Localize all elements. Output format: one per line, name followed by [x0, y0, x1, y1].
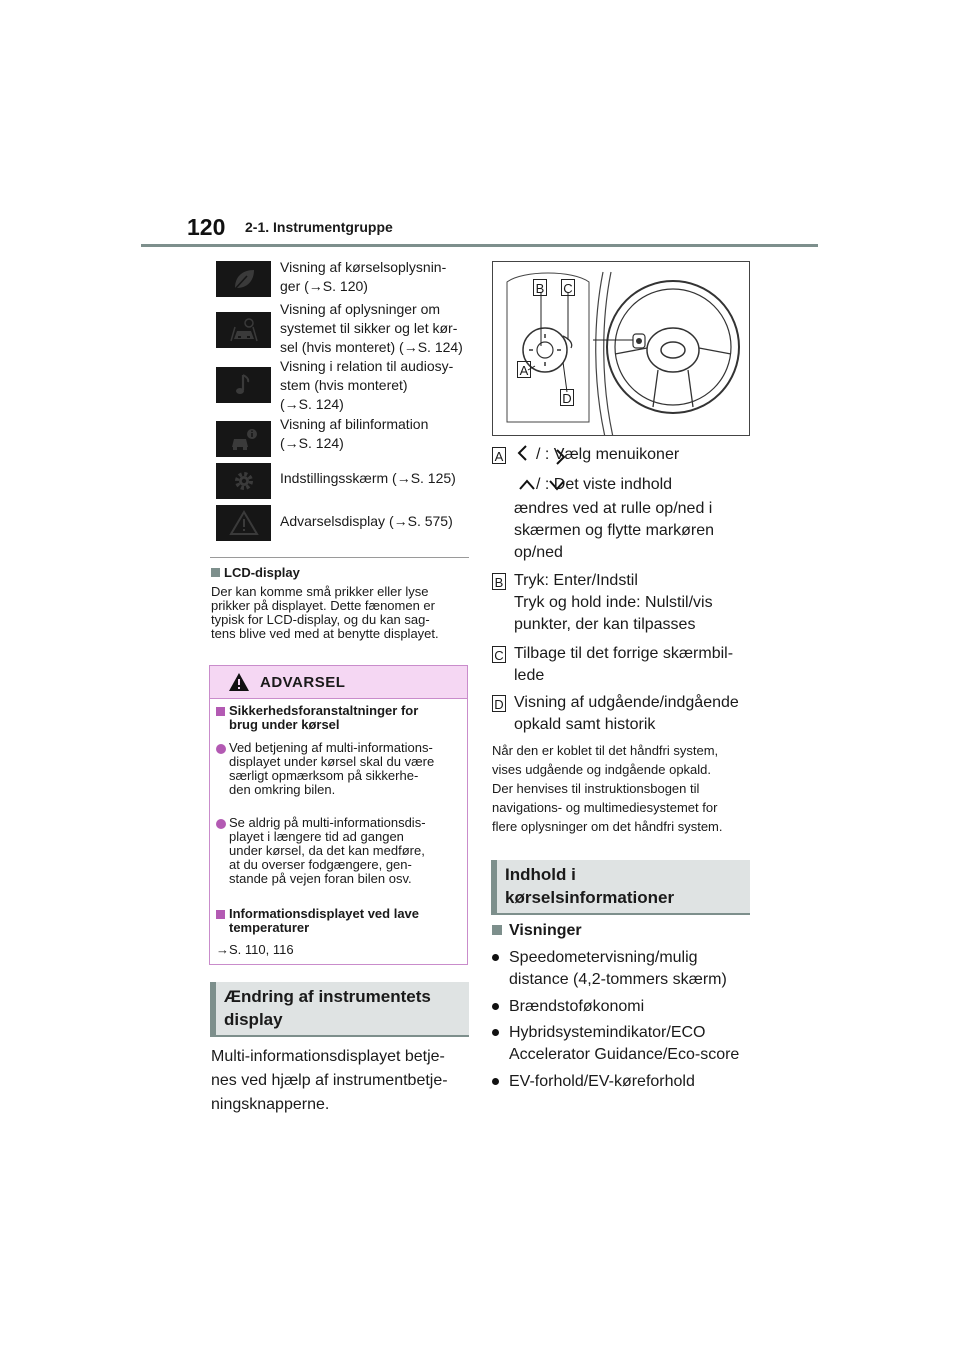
- chevron-left-icon: [514, 444, 532, 462]
- warning-page-ref: →S. 110, 116: [216, 942, 294, 957]
- icon-desc-driving-info: Visning af kørselsoplysnin- ger (→S. 120): [280, 259, 447, 294]
- section-heading-driving-info-contents: Indhold i kørselsinformationer: [491, 860, 750, 915]
- figure-label-d: D: [560, 389, 574, 406]
- driving-assist-icon: [216, 312, 271, 348]
- item-a-line1: / : Vælg menuikoner: [514, 444, 754, 466]
- visninger-heading: Visninger: [492, 922, 582, 940]
- warning-box: [209, 665, 468, 965]
- gear-icon: [216, 463, 271, 499]
- icon-desc-settings: Indstillingsskærm (→S. 125): [280, 470, 456, 486]
- figure-label-b: B: [533, 279, 547, 296]
- list-item: Brændstoføkonomi: [492, 996, 754, 1018]
- warning-header: [210, 666, 467, 699]
- icon-desc-audio: Visning i relation til audiosy- stem (hvis monteret) (→S. 124): [280, 358, 454, 412]
- chevron-up-icon: [518, 478, 536, 492]
- lcd-body: Der kan komme små prikker eller lyse prikker på displayet. Dette fænomen er typisk for LCD-display, og du kan sag- tens blive ved med at benytte displayet.: [211, 584, 439, 641]
- section-heading-change-display: Ændring af instrumentets display: [210, 982, 469, 1037]
- figure-label-a: A: [517, 361, 531, 378]
- lcd-heading: LCD-display: [211, 565, 300, 580]
- list-item: Speedometervisning/mulig distance (4,2-tommers skærm): [492, 947, 754, 991]
- list-item: EV-forhold/EV-køreforhold: [492, 1071, 754, 1093]
- item-d-text: Visning af udgående/indgående opkald samt historik: [514, 694, 739, 733]
- warning-triangle-icon: [228, 672, 250, 692]
- page-number: 120: [187, 214, 226, 240]
- steering-wheel-illustration: [493, 262, 750, 436]
- icon-desc-safety-systems: Visning af oplysninger om systemet til sikker og let kør- sel (hvis monteret) (→S. 124): [280, 301, 463, 355]
- list-divider: [210, 557, 469, 558]
- warning-icon: [216, 505, 271, 541]
- warning-title: ADVARSEL: [260, 674, 346, 691]
- music-note-icon: [216, 367, 271, 403]
- item-label-a: A: [492, 447, 506, 464]
- header-rule: [141, 244, 818, 247]
- warning-subheading-driving: Sikkerhedsforanstaltninger for brug under kørsel: [216, 704, 461, 732]
- section-title: 2-1. Instrumentgruppe: [245, 219, 393, 235]
- item-label-d: D: [492, 695, 506, 712]
- intro-paragraph: Multi-informationsdisplayet betje- nes ved hjælp af instrumentbetje- ningsknapperne.: [211, 1048, 448, 1113]
- warning-bullet-attention: Ved betjening af multi-informations- displayet under kørsel skal du være særligt opmærksom på sikkerhe- den omkring bilen.: [216, 741, 461, 797]
- item-a-continuation: ændres ved at rulle op/ned i skærmen og flytte markøren op/ned: [514, 500, 715, 561]
- item-c-text: Tilbage til det forrige skærmbil- lede: [514, 645, 734, 684]
- item-b-text: Tryk: Enter/Indstil Tryk og hold inde: Nulstil/vis punkter, der kan tilpasses: [514, 572, 713, 633]
- figure-label-c: C: [561, 279, 575, 296]
- item-label-b: B: [492, 573, 506, 590]
- list-item: Hybridsystemindikator/ECO Accelerator Guidance/Eco-score: [492, 1022, 754, 1066]
- leaf-icon: [216, 261, 271, 297]
- icon-desc-warnings: Advarselsdisplay (→S. 575): [280, 513, 453, 529]
- steering-wheel-figure: [492, 261, 750, 436]
- item-label-c: C: [492, 646, 506, 663]
- handsfree-note: Når den er koblet til det håndfri system, vises udgående og indgående opkald. Der henvises til instruktionsbogen til navigations- og multimediesystemet for flere oplysninger om det håndfri system.: [492, 743, 723, 834]
- warning-bullet-gaze: Se aldrig på multi-informationsdis- playet i længere tid ad gangen under kørsel, da det kan medføre, at du overser fodgængere, gen- stande på vejen foran bilen osv.: [216, 816, 461, 886]
- warning-subheading-temperature: Informationsdisplayet ved lave temperaturer: [216, 907, 461, 935]
- car-info-icon: [216, 421, 271, 457]
- icon-desc-vehicle-info: Visning af bilinformation (→S. 124): [280, 416, 429, 451]
